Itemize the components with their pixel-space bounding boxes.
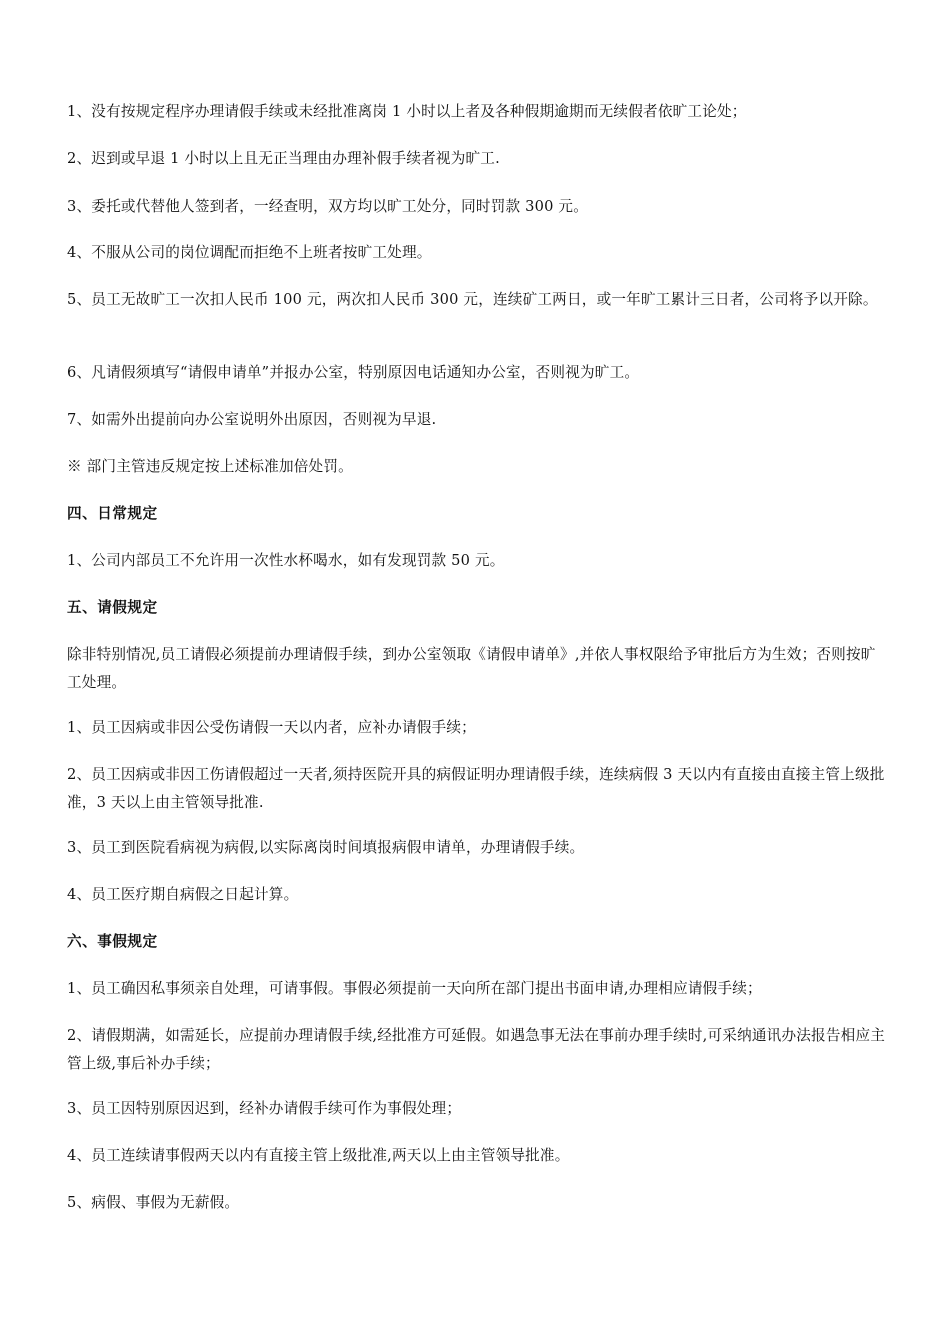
absence-rule-1: 1、没有按规定程序办理请假手续或未经批准离岗 1 小时以上者及各种假期逾期而无续假者依旷工论处； <box>67 103 747 120</box>
personal-leave-rule-4: 4、员工连续请事假两天以内有直接主管上级批准,两天以上由主管领导批准。 <box>67 1147 570 1164</box>
absence-rule-5: 5、员工无故旷工一次扣人民币 100 元，两次扣人民币 300 元，连续矿工两日，或一年旷工累计三日者，公司将予以开除。 <box>67 291 878 308</box>
personal-leave-rule-5: 5、病假、事假为无薪假。 <box>67 1194 240 1211</box>
personal-leave-rule-3: 3、员工因特别原因迟到，经补办请假手续可作为事假处理； <box>67 1100 462 1117</box>
daily-rules-heading: 四、日常规定 <box>67 505 158 522</box>
absence-rule-2: 2、迟到或早退 1 小时以上且无正当理由办理补假手续者视为旷工. <box>67 150 500 167</box>
leave-intro: 除非特别情况,员工请假必须提前办理请假手续，到办公室领取《请假申请单》,并依人事权限给予审批后方为生效；否则按旷工处理。 <box>67 646 876 691</box>
daily-rule-1: 1、公司内部员工不允许用一次性水杯喝水，如有发现罚款 50 元。 <box>67 552 505 569</box>
absence-rule-3: 3、委托或代替他人签到者，一经查明，双方均以旷工处分，同时罚款 300 元。 <box>67 198 589 215</box>
leave-rule-1: 1、员工因病或非因公受伤请假一天以内者，应补办请假手续； <box>67 719 476 736</box>
absence-note: ※ 部门主管违反规定按上述标准加倍处罚。 <box>67 458 353 475</box>
absence-rule-6: 6、凡请假须填写“请假申请单”并报办公室，特别原因电话通知办公室，否则视为旷工。 <box>67 364 640 381</box>
absence-rule-4: 4、不服从公司的岗位调配而拒绝不上班者按旷工处理。 <box>67 244 432 261</box>
leave-rule-2: 2、员工因病或非因工伤请假超过一天者,须持医院开具的病假证明办理请假手续，连续病假 3 天以内有直接由直接主管上级批准，3 天以上由主管领导批准. <box>67 766 885 811</box>
leave-rule-3: 3、员工到医院看病视为病假,以实际离岗时间填报病假申请单，办理请假手续。 <box>67 839 585 856</box>
leave-rules-heading: 五、请假规定 <box>67 599 158 616</box>
leave-rule-4: 4、员工医疗期自病假之日起计算。 <box>67 886 299 903</box>
personal-leave-rule-1: 1、员工确因私事须亲自处理，可请事假。事假必须提前一天向所在部门提出书面申请,办理相应请假手续； <box>67 980 762 997</box>
personal-leave-heading: 六、事假规定 <box>67 933 158 950</box>
personal-leave-rule-2: 2、请假期满，如需延长，应提前办理请假手续,经批准方可延假。如遇急事无法在事前办理手续时,可采纳通讯办法报告相应主管上级,事后补办手续； <box>67 1027 886 1072</box>
absence-rule-7: 7、如需外出提前向办公室说明外出原因，否则视为早退. <box>67 411 437 428</box>
